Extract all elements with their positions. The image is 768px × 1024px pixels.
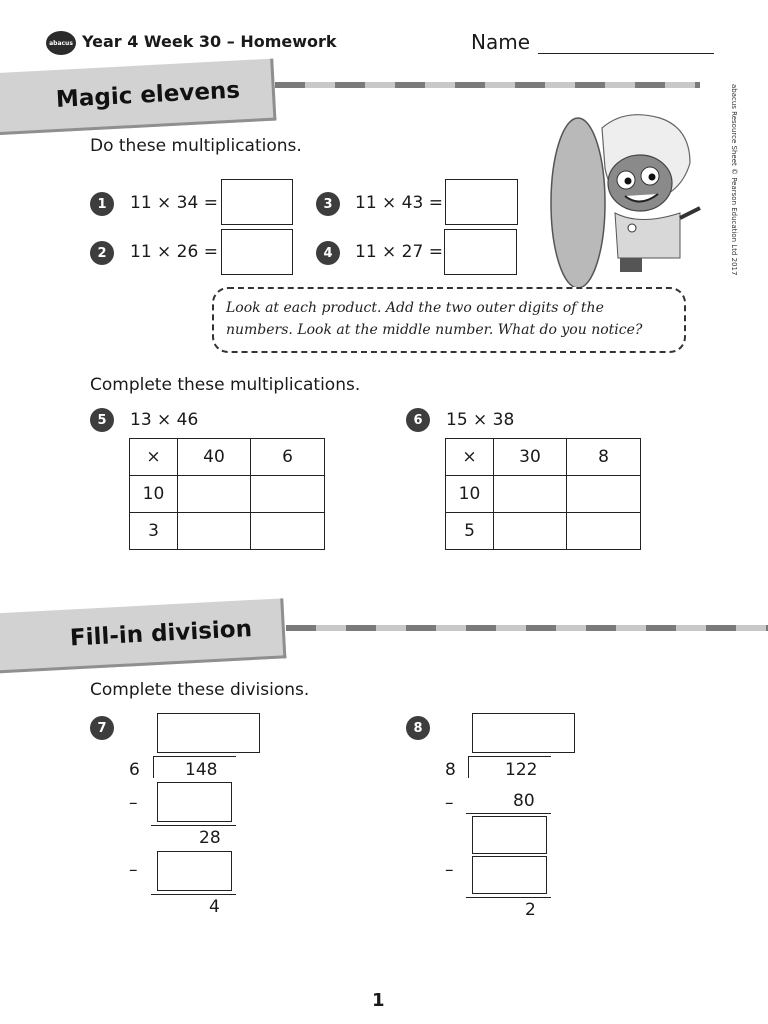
minus-sign: – [445, 860, 454, 880]
grid-row-label: 10 [130, 476, 178, 513]
grid-header-cell: 40 [178, 439, 251, 476]
surfboard-shape [551, 118, 605, 288]
subtraction-line [466, 813, 551, 814]
instruction-text-2: Complete these multiplications. [90, 375, 361, 395]
subtraction-line [151, 825, 236, 826]
section-banner-fill-in-division [0, 598, 286, 673]
grid-answer-cell[interactable] [178, 513, 251, 550]
copyright-text: abacus Resource Sheet © Pearson Education Ltd 2017 [730, 84, 738, 276]
question-text-5: 13 × 46 [130, 410, 199, 430]
question-number-6: 6 [406, 408, 430, 432]
speech-bubble [212, 287, 686, 353]
grid-row-label: 5 [446, 513, 494, 550]
section-title: Fill-in division [69, 615, 253, 652]
question-number-3: 3 [316, 192, 340, 216]
answer-box-1[interactable] [221, 179, 293, 225]
grid-answer-cell[interactable] [494, 476, 567, 513]
answer-box-3[interactable] [445, 179, 518, 225]
remainder-7a: 28 [199, 828, 221, 848]
subtract-box-7b[interactable] [157, 851, 232, 891]
instruction-text-3: Complete these divisions. [90, 680, 310, 700]
grid-row-label: 3 [130, 513, 178, 550]
surfer-character-illustration [540, 108, 725, 294]
grid-header-cell: 6 [251, 439, 325, 476]
minus-sign: – [445, 793, 454, 813]
question-number-5: 5 [90, 408, 114, 432]
subtraction-line [151, 894, 236, 895]
question-text-6: 15 × 38 [446, 410, 515, 430]
name-label: Name [471, 30, 531, 54]
body-shape [615, 213, 680, 258]
page-number: 1 [372, 990, 385, 1011]
grid-answer-cell[interactable] [567, 513, 641, 550]
division-bracket-side [153, 756, 154, 778]
division-bracket-top [468, 756, 551, 757]
question-number-8: 8 [406, 716, 430, 740]
subtraction-line [466, 897, 551, 898]
question-number-1: 1 [90, 192, 114, 216]
division-bracket-top [153, 756, 236, 757]
subtract-box-7a[interactable] [157, 782, 232, 822]
speech-bubble-text: Look at each product. Add the two outer digits of the numbers. Look at the middle number. What do you notice? [226, 300, 643, 338]
dividend-7: 148 [185, 760, 218, 780]
section-divider [275, 82, 700, 88]
grid-header-cell: 30 [494, 439, 567, 476]
grid-row-label: 10 [446, 476, 494, 513]
remainder-7b: 4 [209, 897, 220, 917]
answer-box-2[interactable] [221, 229, 293, 275]
minus-sign: – [129, 793, 138, 813]
dividend-8: 122 [505, 760, 538, 780]
grid-header-cell: 8 [567, 439, 641, 476]
divisor-7: 6 [129, 760, 140, 780]
subtract-value-8: 80 [513, 791, 535, 811]
minus-sign: – [129, 860, 138, 880]
section-divider [286, 625, 768, 631]
question-number-2: 2 [90, 241, 114, 265]
remainder-8b: 2 [525, 900, 536, 920]
section-title: Magic elevens [55, 76, 241, 113]
grid-answer-cell[interactable] [251, 476, 325, 513]
remainder-box-8a[interactable] [472, 816, 547, 854]
subtract-box-8b[interactable] [472, 856, 547, 894]
quotient-box-8[interactable] [472, 713, 575, 753]
grid-answer-cell[interactable] [178, 476, 251, 513]
grid-answer-cell[interactable] [494, 513, 567, 550]
grid-answer-cell[interactable] [567, 476, 641, 513]
divisor-8: 8 [445, 760, 456, 780]
grid-answer-cell[interactable] [251, 513, 325, 550]
question-text-4: 11 × 27 = [355, 242, 443, 262]
multiplication-grid-5 [129, 438, 325, 550]
grid-header-cell: × [130, 439, 178, 476]
quotient-box-7[interactable] [157, 713, 260, 753]
question-text-2: 11 × 26 = [130, 242, 218, 262]
page-header-title: Year 4 Week 30 – Homework [82, 32, 337, 51]
grid-header-cell: × [446, 439, 494, 476]
division-bracket-side [468, 756, 469, 778]
question-text-3: 11 × 43 = [355, 193, 443, 213]
question-number-7: 7 [90, 716, 114, 740]
abacus-logo: abacus [46, 31, 76, 55]
question-text-1: 11 × 34 = [130, 193, 218, 213]
answer-box-4[interactable] [444, 229, 517, 275]
name-field-line[interactable] [538, 53, 714, 54]
question-number-4: 4 [316, 241, 340, 265]
section-banner-magic-elevens [0, 59, 276, 136]
multiplication-grid-6 [445, 438, 641, 550]
instruction-text: Do these multiplications. [90, 136, 302, 156]
